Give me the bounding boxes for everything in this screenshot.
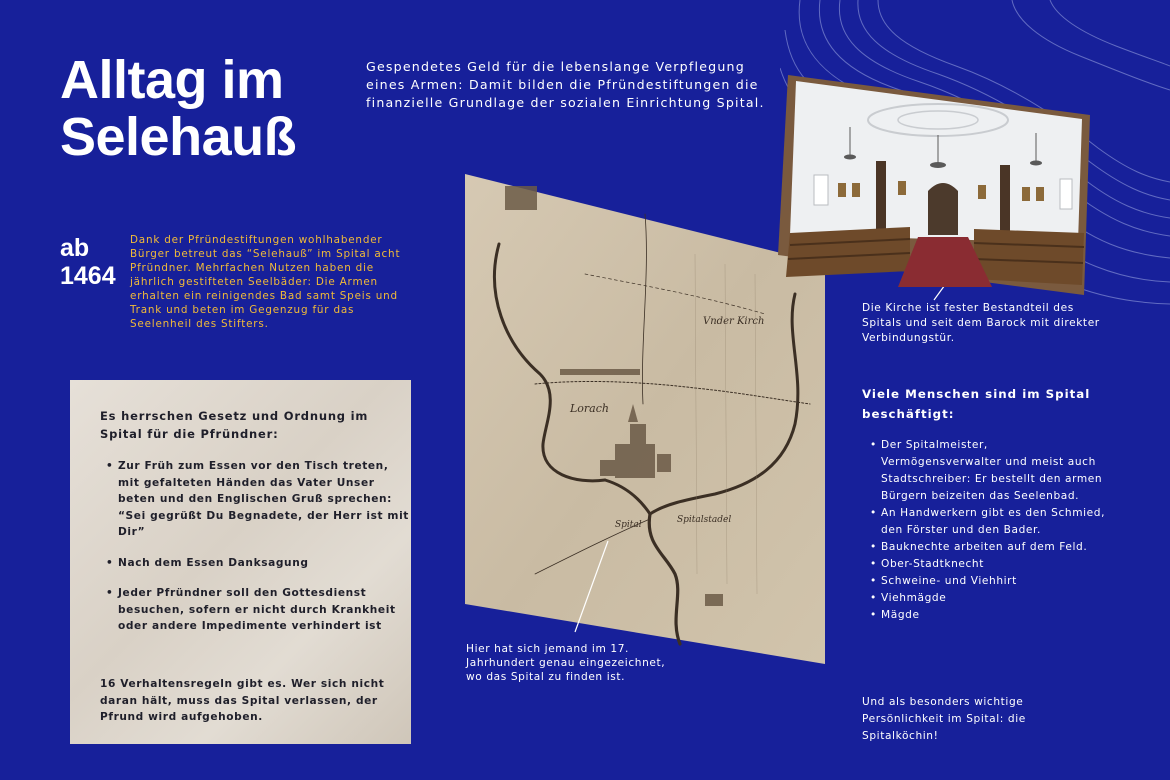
rules-list [106, 458, 413, 649]
church-interior-image [778, 75, 1090, 295]
staff-list-item: • Schweine- und Viehhirt [881, 573, 1111, 590]
rules-list-item: • Nach dem Essen Danksagung [118, 555, 413, 572]
staff-list-item: • Mägde [881, 607, 1111, 624]
year-description: Dank der Pfründestiftungen wohlhabender Bürger betreut das “Selehauß” im Spital acht Pfründner. Mehrfachen Nutzen haben die jährlich gestifteten Seelbäder: Die Armen erhalten ein reinigendes Bad samt Speis und Trank und beten im Gegenzug für das Seelenheil des Stifters. [130, 234, 401, 330]
staff-list-item: • Ober-Stadtknecht [881, 556, 1111, 573]
staff-footer: Und als besonders wichtige Persönlichkeit im Spital: die Spitalköchin! [862, 696, 1026, 742]
staff-list [870, 437, 1111, 624]
rules-list-item: • Jeder Pfründner soll den Gottesdienst besuchen, sofern er nicht durch Krankheit oder andere Impedimente verhindert ist [118, 585, 413, 635]
historical-map-image [465, 174, 825, 664]
map-label-lorach: Lorach [570, 402, 609, 415]
staff-list-item: • An Handwerkern gibt es den Schmied, den Förster und den Bader. [881, 505, 1111, 539]
map-caption: Hier hat sich jemand im 17. Jahrhundert genau eingezeichnet, wo das Spital zu finden ist. [466, 643, 666, 683]
rules-footer: 16 Verhaltensregeln gibt es. Wer sich nicht daran hält, muss das Spital verlassen, der Pfrund wird aufgehoben. [100, 678, 385, 723]
staff-list-item: • Der Spitalmeister, Vermögensverwalter und meist auch Stadtschreiber: Er bestellt den armen Bürgern beizeiten das Seelenbad. [881, 437, 1111, 505]
rules-list-item: • Zur Früh zum Essen vor den Tisch treten, mit gefalteten Händen das Vater Unser beten und den Englischen Gruß sprechen: “Sei gegrüßt Du Begnadete, der Herr ist mit Dir” [118, 458, 413, 541]
staff-heading: Viele Menschen sind im Spital beschäftigt: [862, 387, 1091, 421]
year-label: ab 1464 [60, 234, 116, 290]
map-label-underkirch: Vnder Kirch [703, 316, 765, 327]
church-caption: Die Kirche ist fester Bestandteil des Spitals und seit dem Barock mit direkter Verbindungstür. [862, 302, 1100, 344]
staff-list-item: • Viehmägde [881, 590, 1111, 607]
intro-text: Gespendetes Geld für die lebenslange Verpflegung eines Armen: Damit bilden die Pfründestiftungen die finanzielle Grundlage der sozialen Einrichtung Spital. [366, 59, 765, 110]
rules-card [70, 380, 411, 744]
map-label-spitalstadel: Spitalstadel [677, 515, 732, 525]
map-label-spital: Spital [615, 520, 642, 530]
page-title: Alltag im Selehauß [60, 50, 297, 167]
rules-heading: Es herrschen Gesetz und Ordnung im Spital für die Pfründner: [100, 409, 369, 441]
staff-list-item: • Bauknechte arbeiten auf dem Feld. [881, 539, 1111, 556]
